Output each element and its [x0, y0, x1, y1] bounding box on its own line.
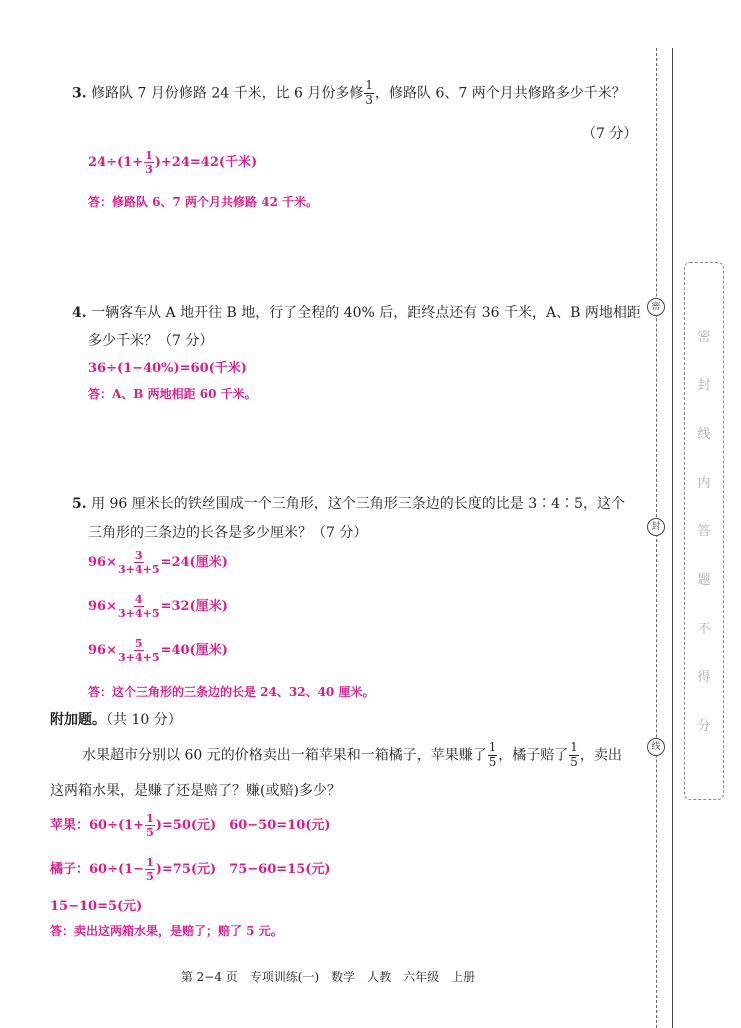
q5-equation-3: 96× $\frac{5}{3+4+5}$ =40(厘米) — [88, 637, 228, 665]
seal-circle-feng: 封 — [647, 518, 665, 536]
binding-dashed-line — [656, 48, 657, 1028]
extra-stem-line2: 这两箱水果，是赚了还是赔了？赚(或赔)多少？ — [50, 783, 341, 799]
q4-answer: 答：A、B 两地相距 60 千米。 — [88, 387, 257, 401]
q3-text-b: ，修路队 6、7 两个月共修路多少千米？ — [375, 85, 626, 102]
q3-fraction: $\frac{1}{3}$ — [365, 78, 373, 107]
q5-stem-line2: 三角形的三条边的长各是多少厘米？（7 分） — [88, 525, 368, 541]
q4-stem-line1: 4. 一辆客车从 A 地开往 B 地，行了全程的 40% 后，距终点还有 36 千米，A、B 两地相距 — [72, 305, 641, 321]
extra-orange-equation: 橘子：60÷(1− $\frac{1}{5}$ )=75(元) 75−60=15(元) — [50, 856, 331, 884]
q5-equation-1: 96× $\frac{3}{3+4+5}$ =24(厘米) — [88, 549, 228, 577]
side-char: 分 — [697, 719, 711, 734]
side-char: 线 — [697, 427, 711, 442]
extra-apple-equation: 苹果：60÷(1+ $\frac{1}{5}$ )=50(元) 60−50=10(元) — [50, 812, 331, 840]
q4-number: 4. — [72, 305, 87, 321]
side-char: 密 — [697, 330, 711, 345]
q3-text-a: 修路队 7 月份修路 24 千米，比 6 月份多修 — [91, 85, 364, 102]
q5-answer: 答：这个三角形的三条边的长是 24、32、40 厘米。 — [88, 685, 375, 699]
extra-answer: 答：卖出这两箱水果，是赔了；赔了 5 元。 — [50, 924, 283, 938]
binding-solid-line — [672, 48, 673, 1028]
side-char: 答 — [697, 524, 711, 539]
side-char: 封 — [697, 378, 711, 393]
q5-equation-2: 96× $\frac{4}{3+4+5}$ =32(厘米) — [88, 593, 228, 621]
side-char: 内 — [697, 476, 711, 491]
q5-number: 5. — [72, 496, 87, 512]
extra-title: 附加题。 — [50, 712, 106, 728]
seal-circle-xian: 线 — [647, 738, 665, 756]
side-char: 题 — [697, 573, 711, 588]
extra-stem-line1: 水果超市分别以 60 元的价格卖出一箱苹果和一箱橘子，苹果赚了 $\frac{1}{5}$ ，橘子赔了 $\frac{1}{5}$ ，卖出 — [82, 740, 622, 769]
q4-stem-line2: 多少千米？（7 分） — [88, 333, 214, 349]
extra-heading — [50, 709, 182, 729]
side-char: 不 — [697, 622, 711, 637]
q5-stem-line1: 5. 用 96 厘米长的铁丝围成一个三角形，这个三角形三条边的长度的比是 3∶4∶5，这个 — [72, 496, 625, 512]
page-footer: 第 2−4 页 专项训练(一) 数学 人教 六年级 上册 — [180, 970, 476, 984]
seal-circle-mi: 密 — [647, 298, 665, 316]
extra-difference: 15−10=5(元) — [50, 899, 143, 914]
side-char: 得 — [697, 670, 711, 685]
extra-score: （共 10 分） — [106, 712, 182, 728]
q3-answer: 答：修路队 6、7 两个月共修路 42 千米。 — [88, 195, 319, 209]
q3-stem — [72, 80, 626, 107]
q3-equation: 24÷(1+ $\frac{1}{3}$ )+24=42(千米) — [88, 149, 258, 177]
q3-score: （7 分） — [582, 126, 638, 142]
q3-number: 3. — [72, 85, 87, 102]
q4-equation: 36÷(1−40%)=60(千米) — [88, 361, 247, 376]
